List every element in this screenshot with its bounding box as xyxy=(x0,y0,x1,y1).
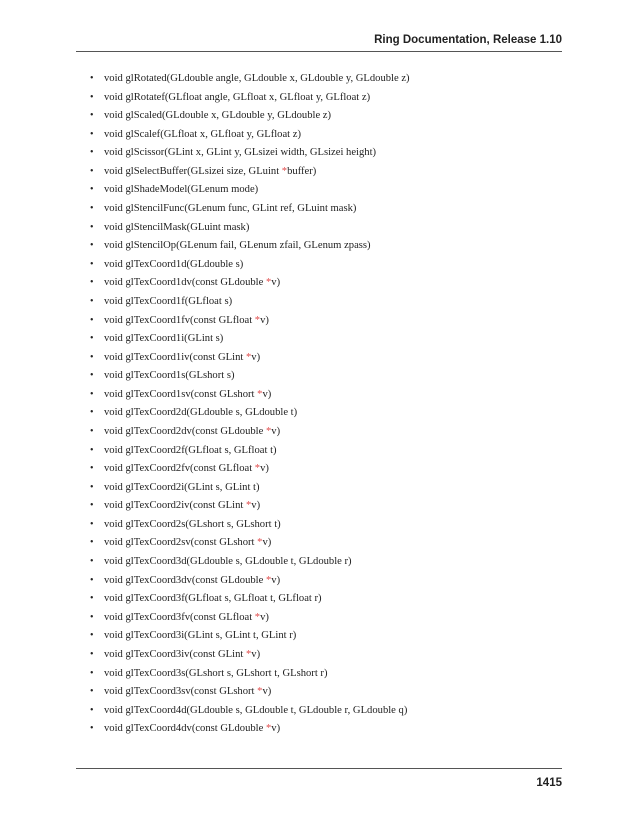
function-signature: void glTexCoord2iv(const GLint xyxy=(104,500,246,512)
pointer-star: * xyxy=(257,686,263,698)
function-signature-tail: buffer) xyxy=(287,165,317,177)
list-item xyxy=(90,144,560,163)
function-signature: void glScalef(GLfloat x, GLfloat y, GLfloat z) xyxy=(104,128,301,140)
function-signature: void glRotated(GLdouble angle, GLdouble x, GLdouble y, GLdouble z) xyxy=(104,73,410,84)
pointer-star: * xyxy=(265,574,272,586)
list-item xyxy=(90,553,560,572)
bullet-icon: • xyxy=(90,686,94,698)
list-item xyxy=(90,479,560,498)
list-item xyxy=(90,126,560,145)
function-signature-tail: v) xyxy=(262,537,272,549)
pointer-star: * xyxy=(281,165,288,177)
function-signature: void glTexCoord2fv(const GLfloat xyxy=(104,463,255,475)
list-item xyxy=(90,590,560,609)
function-signature: void glRotatef(GLfloat angle, GLfloat x, GLfloat y, GLfloat z) xyxy=(104,91,371,103)
list-item xyxy=(90,683,560,702)
bullet-icon: • xyxy=(90,500,94,512)
function-signature-tail: v) xyxy=(251,500,261,512)
list-item xyxy=(90,627,560,646)
function-signature-tail: v) xyxy=(260,314,269,326)
bullet-icon: • xyxy=(90,203,94,215)
bullet-icon: • xyxy=(90,91,94,103)
list-item xyxy=(90,386,560,405)
document-title: Ring Documentation, Release 1.10 xyxy=(374,34,562,46)
list-item xyxy=(90,646,560,665)
page-footer xyxy=(76,773,562,791)
function-signature: void glTexCoord2f(GLfloat s, GLfloat t) xyxy=(104,444,277,456)
function-signature: void glScissor(GLint x, GLint y, GLsizei width, GLsizei height) xyxy=(104,147,377,159)
list-item xyxy=(90,442,560,461)
list-item xyxy=(90,330,560,349)
function-signature: void glTexCoord4dv(const GLdouble xyxy=(104,723,266,735)
function-signature-tail: v) xyxy=(271,574,281,586)
bullet-icon: • xyxy=(90,295,94,307)
list-item xyxy=(90,665,560,684)
bullet-icon: • xyxy=(90,407,94,419)
function-signature-tail: v) xyxy=(262,686,272,698)
list-item xyxy=(90,609,560,628)
bullet-icon: • xyxy=(90,165,94,177)
bullet-icon: • xyxy=(90,593,94,605)
list-item xyxy=(90,720,560,739)
bullet-icon: • xyxy=(90,556,94,568)
bullet-icon: • xyxy=(90,463,94,475)
list-item xyxy=(90,460,560,479)
bullet-icon: • xyxy=(90,444,94,456)
bullet-icon: • xyxy=(90,648,94,660)
pointer-star: * xyxy=(245,648,252,660)
function-signature: void glStencilMask(GLuint mask) xyxy=(104,221,250,233)
bullet-icon: • xyxy=(90,351,94,363)
list-item xyxy=(90,423,560,442)
bullet-icon: • xyxy=(90,667,94,679)
function-signature-tail: v) xyxy=(271,723,281,735)
list-item xyxy=(90,70,560,89)
function-signature: void glShadeModel(GLenum mode) xyxy=(104,184,259,196)
function-list xyxy=(90,70,560,739)
function-signature-tail: v) xyxy=(262,388,272,400)
pointer-star: * xyxy=(254,611,261,623)
list-item xyxy=(90,497,560,516)
list-item xyxy=(90,219,560,238)
function-signature: void glTexCoord1d(GLdouble s) xyxy=(104,258,244,270)
bullet-icon: • xyxy=(90,723,94,735)
bullet-icon: • xyxy=(90,481,94,493)
bullet-icon: • xyxy=(90,110,94,122)
pointer-star: * xyxy=(257,388,263,400)
bullet-icon: • xyxy=(90,704,94,716)
pointer-star: * xyxy=(265,723,272,735)
list-item xyxy=(90,349,560,368)
page-header xyxy=(76,30,562,48)
bullet-icon: • xyxy=(90,221,94,233)
bullet-icon: • xyxy=(90,184,94,196)
pointer-star: * xyxy=(245,500,252,512)
function-signature: void glTexCoord1fv(const GLfloat xyxy=(104,314,255,326)
bullet-icon: • xyxy=(90,630,94,642)
function-signature: void glTexCoord2sv(const GLshort xyxy=(104,537,258,549)
bullet-icon: • xyxy=(90,73,94,84)
function-signature-tail: v) xyxy=(260,463,269,475)
function-signature: void glTexCoord2d(GLdouble s, GLdouble t) xyxy=(104,407,298,419)
list-item xyxy=(90,237,560,256)
list-item xyxy=(90,312,560,331)
bullet-icon: • xyxy=(90,574,94,586)
bullet-icon: • xyxy=(90,147,94,159)
function-signature: void glStencilOp(GLenum fail, GLenum zfail, GLenum zpass) xyxy=(104,240,371,252)
function-signature-tail: v) xyxy=(271,425,281,437)
bullet-icon: • xyxy=(90,518,94,530)
function-signature: void glScaled(GLdouble x, GLdouble y, GLdouble z) xyxy=(104,110,332,122)
bullet-icon: • xyxy=(90,425,94,437)
function-signature: void glTexCoord1s(GLshort s) xyxy=(104,370,235,382)
function-signature-tail: v) xyxy=(260,611,269,623)
pointer-star: * xyxy=(265,277,272,289)
pointer-star: * xyxy=(254,463,261,475)
list-item xyxy=(90,534,560,553)
bullet-icon: • xyxy=(90,258,94,270)
bullet-icon: • xyxy=(90,128,94,140)
footer-divider xyxy=(76,768,562,769)
function-signature: void glTexCoord1sv(const GLshort xyxy=(104,388,258,400)
list-item xyxy=(90,181,560,200)
pointer-star: * xyxy=(245,351,252,363)
list-item xyxy=(90,107,560,126)
bullet-icon: • xyxy=(90,537,94,549)
function-signature: void glTexCoord3i(GLint s, GLint t, GLint r) xyxy=(104,630,297,642)
function-signature: void glTexCoord1i(GLint s) xyxy=(104,333,224,345)
list-item xyxy=(90,256,560,275)
bullet-icon: • xyxy=(90,277,94,289)
function-signature: void glSelectBuffer(GLsizei size, GLuint xyxy=(104,165,282,177)
list-item xyxy=(90,274,560,293)
bullet-icon: • xyxy=(90,388,94,400)
function-signature: void glTexCoord2s(GLshort s, GLshort t) xyxy=(104,518,281,530)
function-signature: void glStencilFunc(GLenum func, GLint ref, GLuint mask) xyxy=(104,203,357,215)
bullet-icon: • xyxy=(90,240,94,252)
list-item xyxy=(90,404,560,423)
list-item xyxy=(90,572,560,591)
list-item xyxy=(90,367,560,386)
list-item xyxy=(90,516,560,535)
list-item xyxy=(90,89,560,108)
function-signature: void glTexCoord3dv(const GLdouble xyxy=(104,574,266,586)
function-signature: void glTexCoord2i(GLint s, GLint t) xyxy=(104,481,260,493)
bullet-icon: • xyxy=(90,333,94,345)
list-item xyxy=(90,293,560,312)
list-item xyxy=(90,200,560,219)
function-signature: void glTexCoord1iv(const GLint xyxy=(104,351,246,363)
function-signature: void glTexCoord3sv(const GLshort xyxy=(104,686,258,698)
function-signature-tail: v) xyxy=(251,351,261,363)
function-signature-tail: v) xyxy=(251,648,261,660)
pointer-star: * xyxy=(254,314,261,326)
function-signature: void glTexCoord3s(GLshort s, GLshort t, GLshort r) xyxy=(104,667,328,679)
function-signature-tail: v) xyxy=(271,277,281,289)
header-divider xyxy=(76,51,562,52)
function-signature: void glTexCoord1dv(const GLdouble xyxy=(104,277,266,289)
list-item xyxy=(90,163,560,182)
bullet-icon: • xyxy=(90,611,94,623)
pointer-star: * xyxy=(265,425,272,437)
function-signature: void glTexCoord3f(GLfloat s, GLfloat t, GLfloat r) xyxy=(104,593,322,605)
page-number: 1415 xyxy=(536,777,562,789)
function-signature: void glTexCoord3fv(const GLfloat xyxy=(104,611,255,623)
bullet-icon: • xyxy=(90,370,94,382)
function-signature: void glTexCoord3iv(const GLint xyxy=(104,648,246,660)
function-signature: void glTexCoord2dv(const GLdouble xyxy=(104,425,266,437)
function-signature: void glTexCoord3d(GLdouble s, GLdouble t, GLdouble r) xyxy=(104,556,352,568)
bullet-icon: • xyxy=(90,314,94,326)
function-signature: void glTexCoord1f(GLfloat s) xyxy=(104,295,233,307)
list-item xyxy=(90,702,560,721)
function-signature: void glTexCoord4d(GLdouble s, GLdouble t, GLdouble r, GLdouble q) xyxy=(104,704,408,716)
pointer-star: * xyxy=(257,537,263,549)
